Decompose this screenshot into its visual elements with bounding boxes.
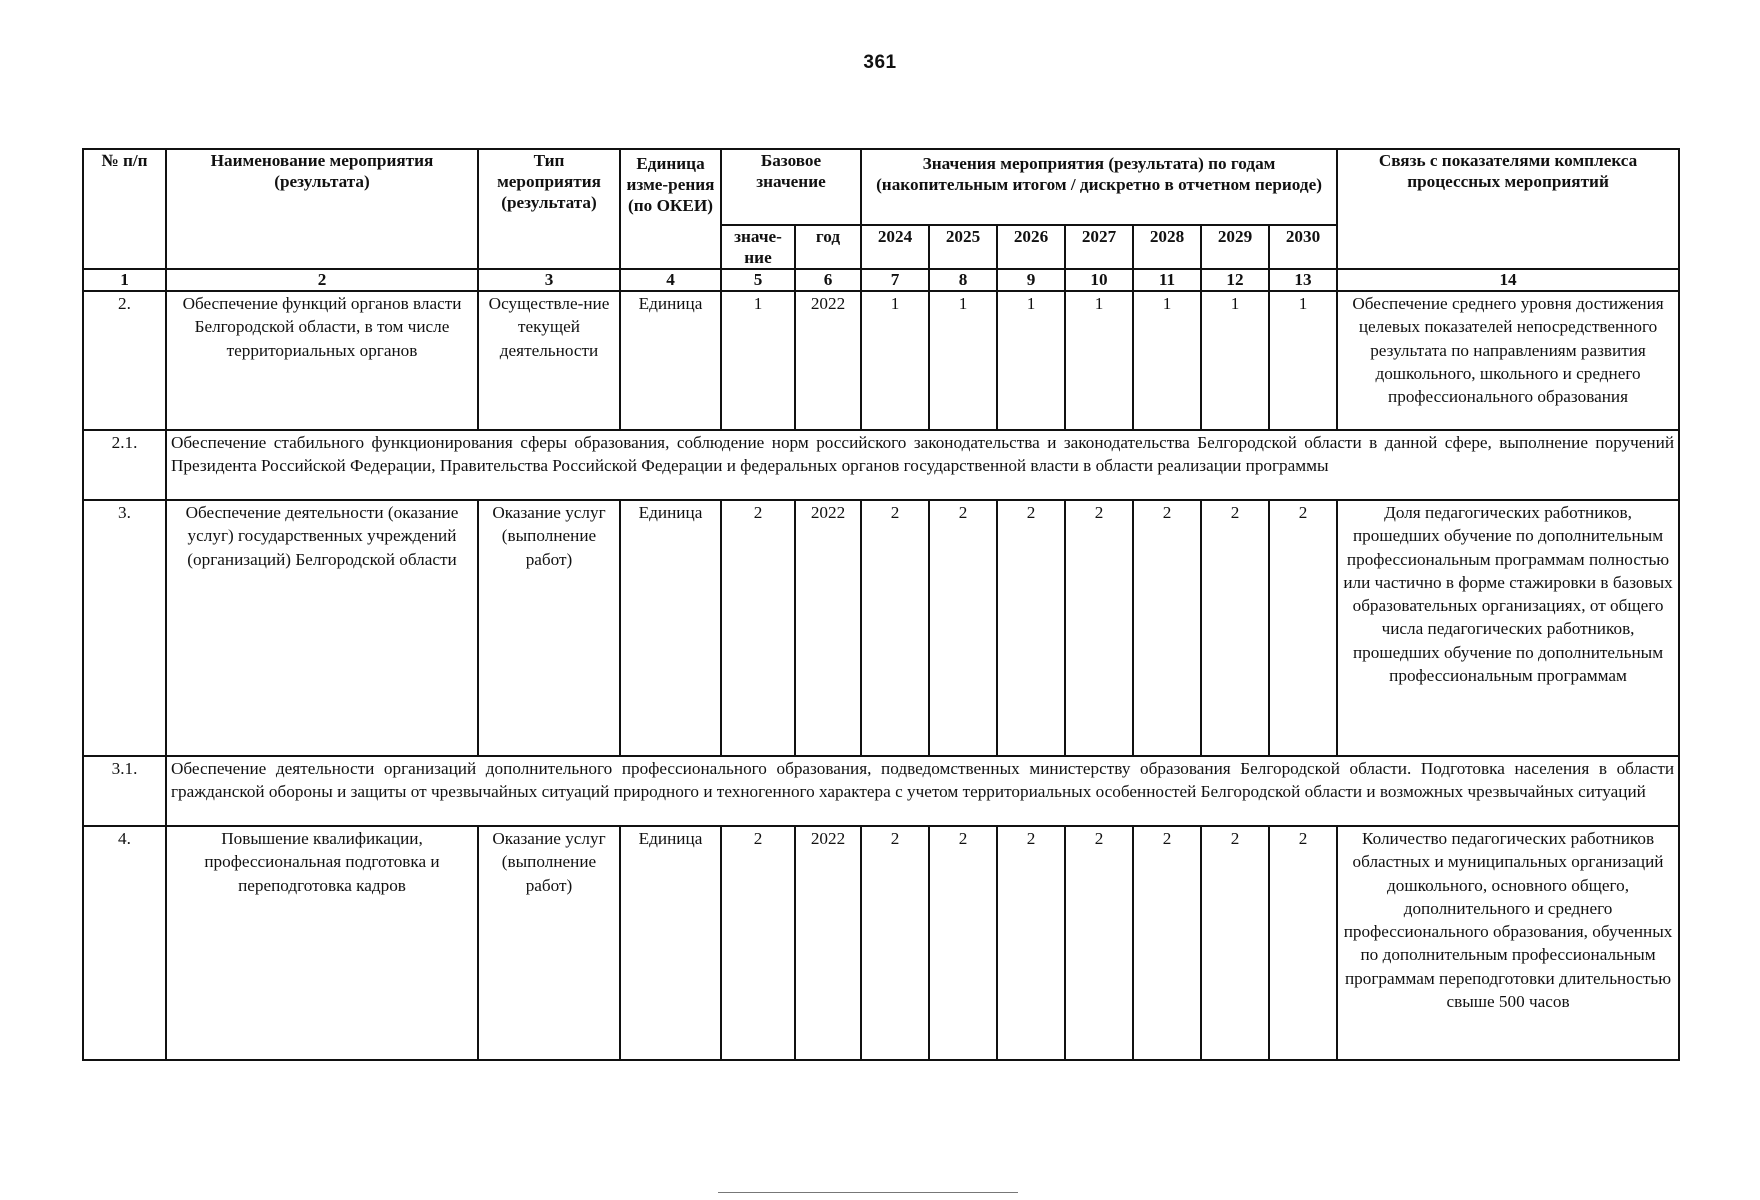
header-name: Наименование мероприятия (результата) <box>166 149 478 269</box>
column-number: 10 <box>1065 269 1133 291</box>
row-base-year: 2022 <box>795 291 861 430</box>
row-year-value: 1 <box>997 291 1065 430</box>
row-year-value: 2 <box>1201 826 1269 1060</box>
column-numbers-row <box>83 269 1679 291</box>
column-number: 3 <box>478 269 620 291</box>
row-year-value: 2 <box>1269 500 1337 756</box>
header-by-years: Значения мероприятия (результата) по годам (накопительным итогом / дискретно в отчетном периоде) <box>861 149 1337 225</box>
row-year-value: 1 <box>1201 291 1269 430</box>
header-base: Базовое значение <box>721 149 861 225</box>
row-year-value: 1 <box>1065 291 1133 430</box>
column-number: 9 <box>997 269 1065 291</box>
row-no: 4. <box>83 826 166 1060</box>
column-number: 2 <box>166 269 478 291</box>
column-number: 6 <box>795 269 861 291</box>
column-number: 8 <box>929 269 997 291</box>
row-link: Доля педагогических работников, прошедших обучение по дополнительным профессиональным программам полностью или частично в форме стажировки в базовых образовательных организациях, от общего числа педагогических работников, прошедших обучение по дополнительным профессиональным программам <box>1337 500 1679 756</box>
row-type: Осуществле-ние текущей деятельности <box>478 291 620 430</box>
row-year-value: 2 <box>997 826 1065 1060</box>
row-year-value: 2 <box>997 500 1065 756</box>
header-no: № п/п <box>83 149 166 269</box>
activities-table <box>82 148 1680 1061</box>
row-unit: Единица <box>620 291 721 430</box>
page-number: 361 <box>863 52 897 73</box>
row-year-value: 2 <box>929 500 997 756</box>
section-text: Обеспечение деятельности организаций дополнительного профессионального образования, подведомственных министерству образования Белгородской области. Подготовка населения в области гражданской обороны и защиты от чрезвычайных ситуаций природного и техногенного характера с учетом территориальных особенностей Белгородской области и возможных чрезвычайных ситуаций <box>166 756 1679 826</box>
row-year-value: 2 <box>929 826 997 1060</box>
row-unit: Единица <box>620 500 721 756</box>
row-link: Количество педагогических работников областных и муниципальных организаций дошкольного, основного общего, дополнительного и среднего профессионального образования, обученных по дополнительным профессиональным программам переподготовки длительностью свыше 500 часов <box>1337 826 1679 1060</box>
row-year-value: 2 <box>1065 500 1133 756</box>
column-number: 11 <box>1133 269 1201 291</box>
row-year-value: 1 <box>1133 291 1201 430</box>
section-row <box>83 430 1679 500</box>
column-number: 4 <box>620 269 721 291</box>
table-row <box>83 500 1679 756</box>
row-no: 2. <box>83 291 166 430</box>
column-number: 7 <box>861 269 929 291</box>
header-year: 2030 <box>1269 225 1337 269</box>
section-text: Обеспечение стабильного функционирования сферы образования, соблюдение норм российского законодательства и законодательства Белгородской области в данной сфере, выполнение поручений Президента Российской Федерации, Правительства Российской Федерации и федеральных органов государственной власти в области реализации программы <box>166 430 1679 500</box>
row-type: Оказание услуг (выполнение работ) <box>478 500 620 756</box>
table-row <box>83 826 1679 1060</box>
header-year: 2024 <box>861 225 929 269</box>
header-base-year: год <box>795 225 861 269</box>
table-header <box>83 149 1679 269</box>
section-no: 3.1. <box>83 756 166 826</box>
row-name: Обеспечение функций органов власти Белгородской области, в том числе территориальных органов <box>166 291 478 430</box>
header-year: 2025 <box>929 225 997 269</box>
row-year-value: 2 <box>1065 826 1133 1060</box>
header-year: 2026 <box>997 225 1065 269</box>
footer-divider <box>718 1192 1018 1193</box>
row-year-value: 2 <box>1201 500 1269 756</box>
row-no: 3. <box>83 500 166 756</box>
row-name: Обеспечение деятельности (оказание услуг) государственных учреждений (организаций) Белгородской области <box>166 500 478 756</box>
row-year-value: 1 <box>1269 291 1337 430</box>
header-type: Тип мероприятия (результата) <box>478 149 620 269</box>
column-number: 5 <box>721 269 795 291</box>
row-base-value: 2 <box>721 826 795 1060</box>
header-base-value: значе-ние <box>721 225 795 269</box>
row-year-value: 2 <box>1133 500 1201 756</box>
row-base-year: 2022 <box>795 500 861 756</box>
column-number: 1 <box>83 269 166 291</box>
row-name: Повышение квалификации, профессиональная подготовка и переподготовка кадров <box>166 826 478 1060</box>
column-number: 12 <box>1201 269 1269 291</box>
row-base-year: 2022 <box>795 826 861 1060</box>
header-year: 2029 <box>1201 225 1269 269</box>
header-year: 2028 <box>1133 225 1201 269</box>
column-number: 14 <box>1337 269 1679 291</box>
row-year-value: 1 <box>929 291 997 430</box>
header-unit: Единица изме-рения (по ОКЕИ) <box>620 149 721 269</box>
row-year-value: 1 <box>861 291 929 430</box>
table-row <box>83 291 1679 430</box>
header-link: Связь с показателями комплекса процессных мероприятий <box>1337 149 1679 269</box>
row-year-value: 2 <box>861 826 929 1060</box>
row-unit: Единица <box>620 826 721 1060</box>
row-year-value: 2 <box>1269 826 1337 1060</box>
row-base-value: 1 <box>721 291 795 430</box>
row-year-value: 2 <box>861 500 929 756</box>
section-no: 2.1. <box>83 430 166 500</box>
column-number: 13 <box>1269 269 1337 291</box>
row-link: Обеспечение среднего уровня достижения целевых показателей непосредственного результата по направлениям развития дошкольного, школьного и среднего профессионального образования <box>1337 291 1679 430</box>
header-year: 2027 <box>1065 225 1133 269</box>
section-row <box>83 756 1679 826</box>
row-type: Оказание услуг (выполнение работ) <box>478 826 620 1060</box>
row-base-value: 2 <box>721 500 795 756</box>
row-year-value: 2 <box>1133 826 1201 1060</box>
